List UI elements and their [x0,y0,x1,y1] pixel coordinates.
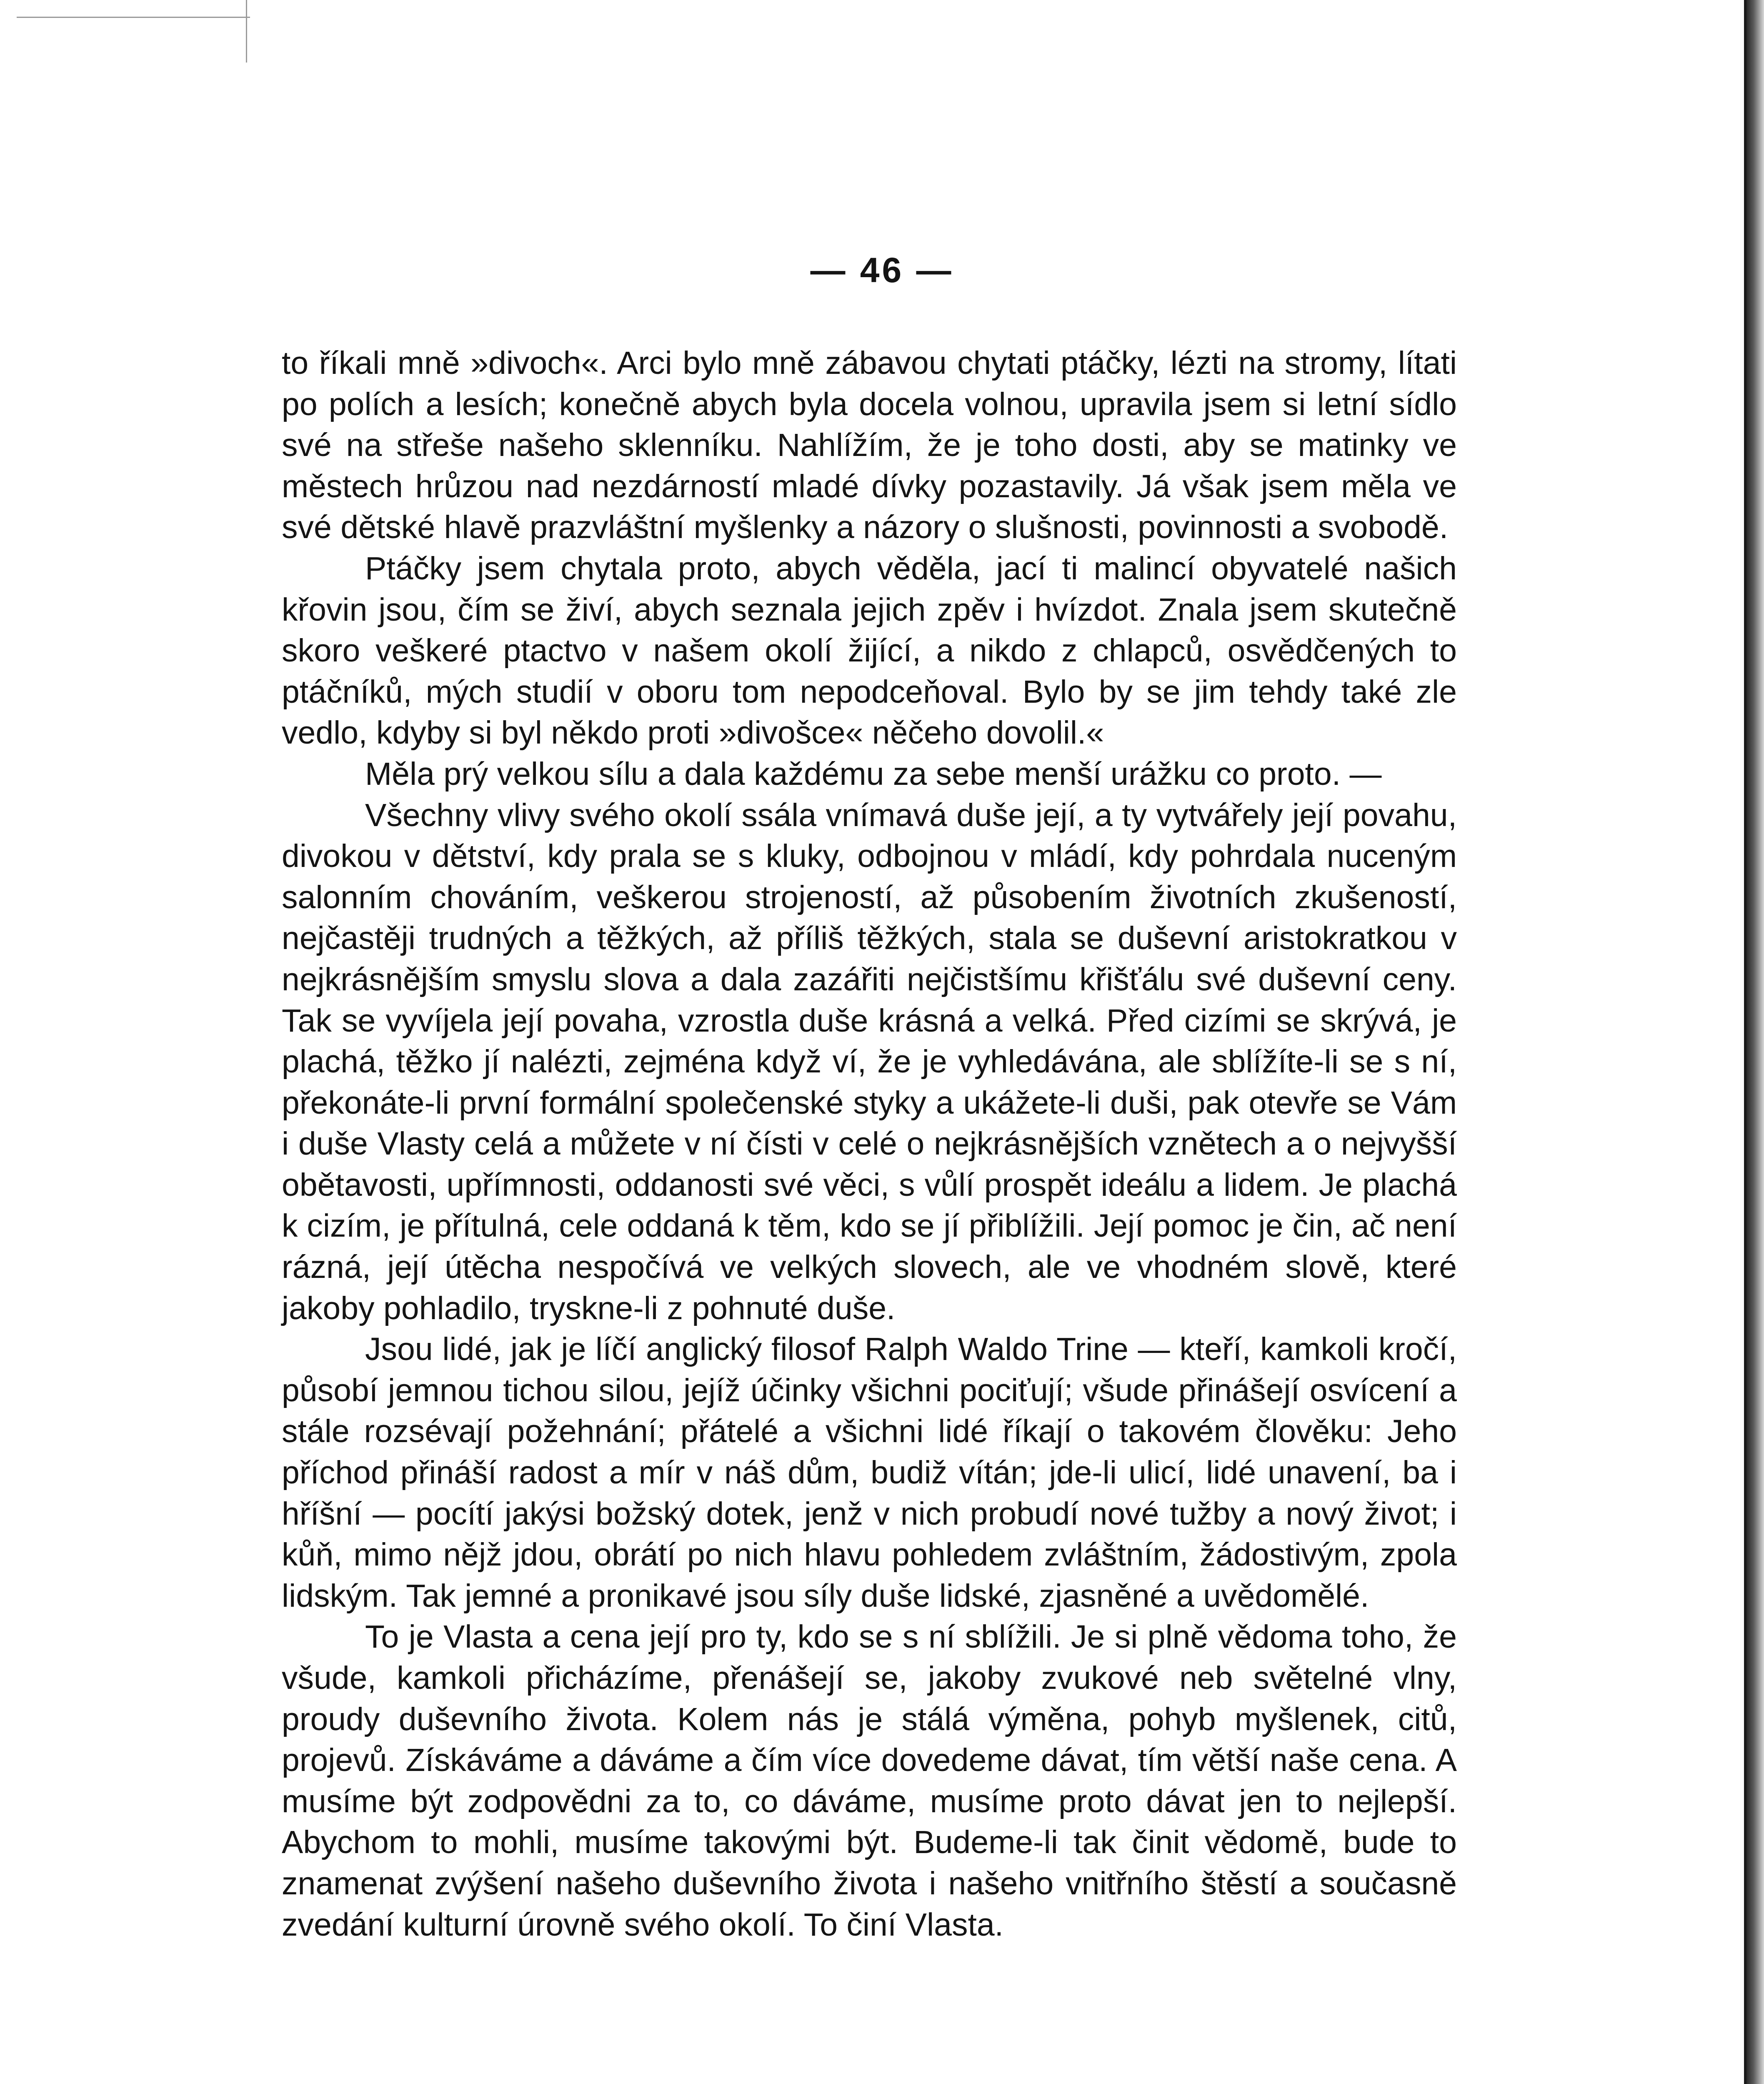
page-number: — 46 — [810,250,954,290]
page-body-text [282,343,1457,1945]
paragraph: to říkali mně »divoch«. Arci bylo mně zábavou chytati ptáčky, lézti na stromy, lítati po polích a lesích; konečně abych byla docela volnou, upravila jsem si letní sídlo své na střeše našeho sklenníku. Nahlížím, že je toho dosti, aby se matinky ve městech hrůzou nad nezdárností mladé dívky pozastavily. Já však jsem měla ve své dětské hlavě prazvláštní myšlenky a názory o slušnosti, povinnosti a svobodě. [282,345,1457,546]
paragraph: Všechny vlivy svého okolí ssála vnímavá duše její, a ty vytvářely její povahu, divokou v dětství, kdy prala se s kluky, odbojnou v mládí, kdy pohrdala nuceným salonním chováním, veškerou strojeností, až působením životních zkušeností, nejčastěji trudných a těžkých, až příliš těžkých, stala se duševní aristokratkou v nejkrásnějším smyslu slova a dala zazářiti nejčistšímu křišťálu své duševní ceny. Tak se vyvíjela její povaha, vzrostla duše krásná a velká. Před cizími se skrývá, je plachá, těžko jí nalézti, zejména když ví, že je vyhledávána, ale sblížíte-li se s ní, překonáte-li první formální společenské styky a ukážete-li duši, pak otevře se Vám i duše Vlasty celá a můžete v ní čísti v celé o nejkrásnějších vznětech a o nejvyšší obětavosti, upřímnosti, oddanosti své věci, s vůlí prospět ideálu a lidem. Je plachá k cizím, je přítulná, cele oddaná k těm, kdo se jí přiblížili. Její pomoc je čin, ač není rázná, její útěcha nespočívá ve velkých slovech, ale ve vhodném slově, které jakoby pohladilo, tryskne-li z pohnuté duše. [282,797,1457,1326]
scan-border-mark [17,17,250,21]
scan-border-mark-vertical [246,0,247,63]
paragraph: Měla prý velkou sílu a dala každému za sebe menší urážku co proto. — [365,756,1382,792]
paragraph: Ptáčky jsem chytala proto, abych věděla, jací ti malincí obyvatelé našich křovin jsou, čím se živí, abych seznala jejich zpěv i hvízdot. Znala jsem skutečně skoro veškeré ptactvo v našem okolí žijící, a nikdo z chlapců, osvědčených to ptáčníků, mých studií v oboru tom nepodceňoval. Bylo by se jim tehdy také zle vedlo, kdyby si byl někdo proti »divošce« něčeho dovolil.« [282,550,1457,751]
book-page-edge [1746,0,1764,2084]
paragraph: To je Vlasta a cena její pro ty, kdo se s ní sblížili. Je si plně vědoma toho, že všude, kamkoli přicházíme, přenášejí se, jakoby zvukové neb světelné vlny, proudy duševního života. Kolem nás je stálá výměna, pohyb myšlenek, citů, projevů. Získáváme a dáváme a čím více dovedeme dávat, tím větší naše cena. A musíme být zodpovědni za to, co dáváme, musíme proto dávat jen to nejlepší. Abychom to mohli, musíme takovými být. Budeme-li tak činit vědomě, bude to znamenat zvýšení našeho duševního života i našeho vnitřního štěstí a současně zvedání kulturní úrovně svého okolí. To činí Vlasta. [282,1619,1457,1943]
paragraph: Jsou lidé, jak je líčí anglický filosof Ralph Waldo Trine — kteří, kamkoli kročí, působí jemnou tichou silou, jejíž účinky všichni pociťují; všude přinášejí osvícení a stále rozsévají požehnání; přátelé a všichni lidé říkají o takovém člověku: Jeho příchod přináší radost a mír v náš dům, budiž vítán; jde-li ulicí, lidé unavení, ba i hříšní — pocítí jakýsi božský dotek, jenž v nich probudí nové tužby a nový život; i kůň, mimo nějž jdou, obrátí po nich hlavu pohledem zvláštním, žádostivým, zpola lidským. Tak jemné a pronikavé jsou síly duše lidské, zjasněné a uvědomělé. [282,1331,1457,1614]
